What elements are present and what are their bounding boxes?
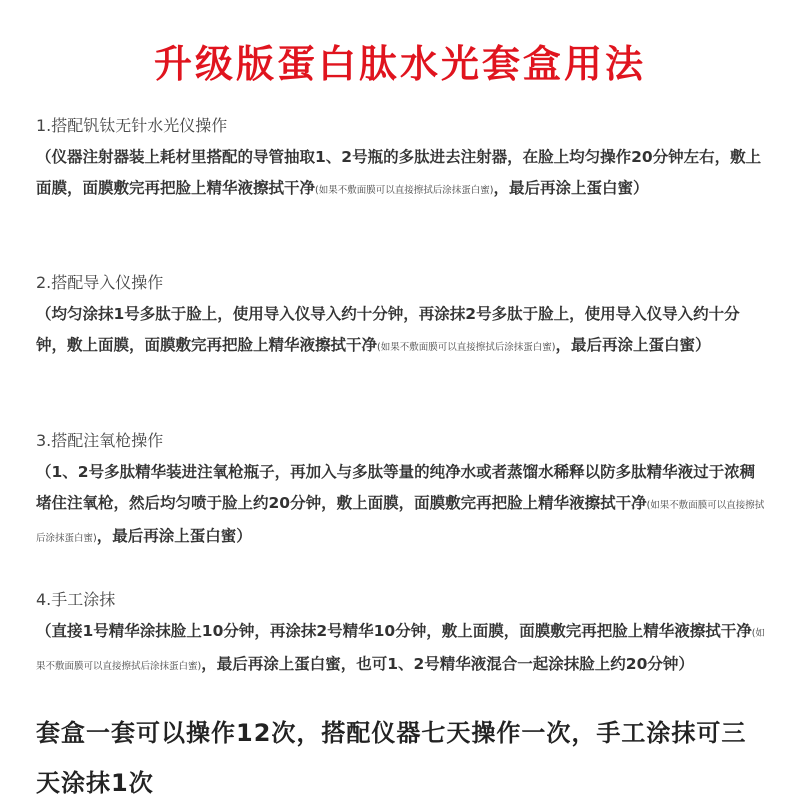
section-3 bbox=[36, 429, 766, 554]
section-1 bbox=[36, 114, 766, 206]
section-note: (如果不敷面膜可以直接擦拭后涂抹蛋白蜜) bbox=[377, 342, 556, 353]
section-4 bbox=[36, 588, 766, 682]
section-heading: 4.手工涂抹 bbox=[36, 590, 116, 609]
section-text: （1、2号多肽精华装进注氧枪瓶子，再加入与多肽等量的纯净水或者蒸馏水稀释以防多肽精华液过于浓稠堵住注氧枪，然后均匀喷于脸上约20分钟，敷上面膜，面膜敷完再把脸上精华液擦拭干净 bbox=[36, 463, 756, 512]
section-heading: 2.搭配导入仪操作 bbox=[36, 273, 164, 292]
section-text: （直接1号精华涂抹脸上10分钟，再涂抹2号精华10分钟，敷上面膜，面膜敷完再把脸上精华液擦拭干净 bbox=[36, 622, 752, 640]
page-title: 升级版蛋白肽水光套盒用法 bbox=[153, 42, 646, 86]
section-text-end: ，最后再涂上蛋白蜜） bbox=[555, 336, 711, 354]
section-body bbox=[36, 457, 766, 554]
section-text-end: ，最后再涂上蛋白蜜，也可1、2号精华液混合一起涂抹脸上约20分钟） bbox=[201, 655, 694, 673]
section-heading: 3.搭配注氧枪操作 bbox=[36, 431, 164, 450]
section-body bbox=[36, 616, 766, 682]
section-text: （仪器注射器装上耗材里搭配的导管抽取1、2号瓶的多肽进去注射器，在脸上均匀操作20分钟左右，敷上面膜，面膜敷完再把脸上精华液擦拭干净 bbox=[36, 148, 762, 197]
section-note: (如果不敷面膜可以直接擦拭后涂抹蛋白蜜) bbox=[315, 185, 494, 196]
section-body bbox=[36, 299, 766, 363]
section-text-end: ，最后再涂上蛋白蜜） bbox=[96, 527, 252, 545]
section-note: (如果不敷面膜可以直接擦拭后涂抹蛋白蜜) bbox=[36, 628, 765, 672]
section-note: (如果不敷面膜可以直接擦拭后涂抹蛋白蜜) bbox=[36, 500, 765, 544]
section-2 bbox=[36, 271, 766, 363]
section-heading: 1.搭配钒钛无针水光仪操作 bbox=[36, 116, 228, 135]
usage-summary: 套盒一套可以操作12次，搭配仪器七天操作一次，手工涂抹可三天涂抹1次 bbox=[36, 719, 747, 797]
section-text: （均匀涂抹1号多肽于脸上，使用导入仪导入约十分钟，再涂抹2号多肽于脸上，使用导入仪导入约十分钟，敷上面膜，面膜敷完再把脸上精华液擦拭干净 bbox=[36, 305, 740, 354]
section-text-end: ，最后再涂上蛋白蜜） bbox=[493, 179, 649, 197]
section-body bbox=[36, 142, 766, 206]
